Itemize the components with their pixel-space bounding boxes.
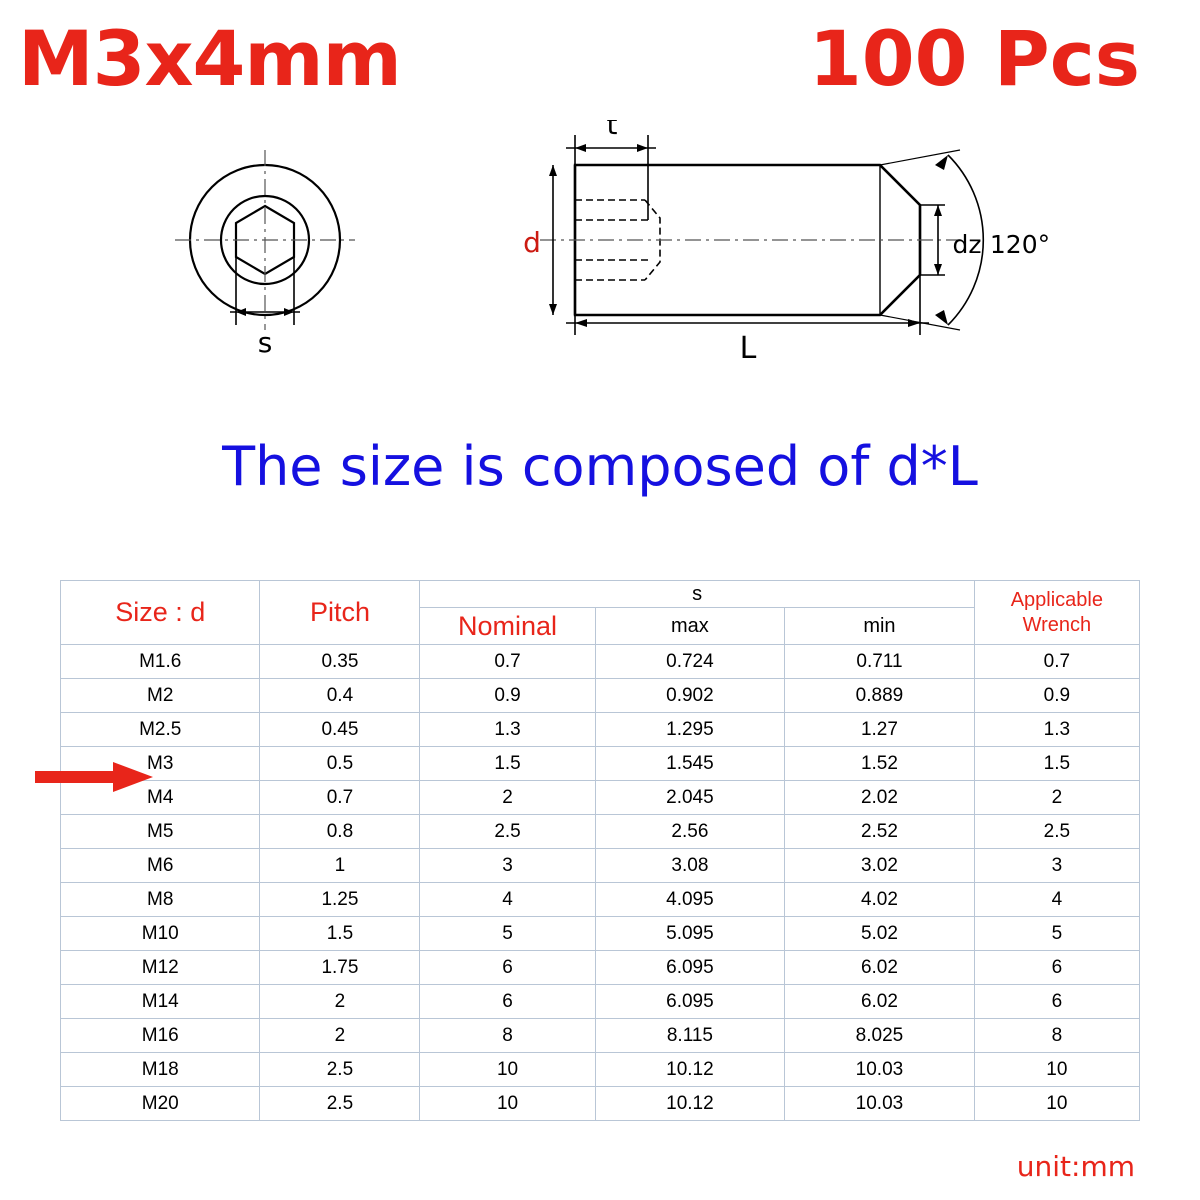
- cell-max: 2.56: [595, 815, 785, 849]
- table-row: [61, 747, 1140, 781]
- header-pitch: Pitch: [260, 581, 420, 645]
- cell-wrench: 2: [974, 781, 1139, 815]
- header: [0, 8, 1200, 118]
- quantity-title: 100 Pcs: [808, 14, 1140, 103]
- cell-max: 1.295: [595, 713, 785, 747]
- header-size: Size : d: [61, 581, 260, 645]
- cell-wrench: 5: [974, 917, 1139, 951]
- table-row: [61, 917, 1140, 951]
- cell-min: 1.27: [785, 713, 975, 747]
- spec-table-wrapper: [60, 580, 1140, 1121]
- label-angle: 120°: [989, 230, 1051, 259]
- cell-nominal: 0.7: [420, 645, 595, 679]
- cell-wrench: 10: [974, 1087, 1139, 1121]
- cell-pitch: 2: [260, 1019, 420, 1053]
- cell-min: 10.03: [785, 1053, 975, 1087]
- cell-size: M12: [61, 951, 260, 985]
- cell-nominal: 1.3: [420, 713, 595, 747]
- header-max: max: [595, 608, 785, 645]
- cell-min: 10.03: [785, 1087, 975, 1121]
- size-title: M3x4mm: [18, 14, 401, 103]
- cell-pitch: 1.5: [260, 917, 420, 951]
- table-row: [61, 951, 1140, 985]
- cell-max: 8.115: [595, 1019, 785, 1053]
- table-header-row: [61, 581, 1140, 608]
- cell-max: 5.095: [595, 917, 785, 951]
- cell-pitch: 1.75: [260, 951, 420, 985]
- cell-min: 1.52: [785, 747, 975, 781]
- cell-nominal: 0.9: [420, 679, 595, 713]
- table-row: [61, 781, 1140, 815]
- header-min: min: [785, 608, 975, 645]
- cell-size: M8: [61, 883, 260, 917]
- cell-size: M2.5: [61, 713, 260, 747]
- cell-nominal: 3: [420, 849, 595, 883]
- cell-nominal: 2.5: [420, 815, 595, 849]
- cell-pitch: 0.35: [260, 645, 420, 679]
- spec-table-body: [61, 645, 1140, 1121]
- cell-wrench: 3: [974, 849, 1139, 883]
- row-pointer-arrow: [35, 760, 155, 794]
- cell-min: 3.02: [785, 849, 975, 883]
- cell-pitch: 2.5: [260, 1053, 420, 1087]
- cell-max: 0.724: [595, 645, 785, 679]
- t-dimension: [566, 135, 656, 220]
- cell-nominal: 4: [420, 883, 595, 917]
- table-row: [61, 645, 1140, 679]
- label-t: t: [606, 120, 618, 141]
- subtitle: The size is composed of d*L: [222, 435, 978, 498]
- cell-nominal: 8: [420, 1019, 595, 1053]
- table-row: [61, 1087, 1140, 1121]
- header-nominal: Nominal: [420, 608, 595, 645]
- cell-wrench: 0.7: [974, 645, 1139, 679]
- table-row: [61, 713, 1140, 747]
- label-s: s: [257, 326, 273, 359]
- cell-size: M2: [61, 679, 260, 713]
- cell-nominal: 6: [420, 985, 595, 1019]
- spec-table: [60, 580, 1140, 1121]
- table-row: [61, 883, 1140, 917]
- cell-pitch: 0.45: [260, 713, 420, 747]
- cell-size: M16: [61, 1019, 260, 1053]
- cell-size: M4: [61, 781, 260, 815]
- cell-min: 6.02: [785, 951, 975, 985]
- cell-nominal: 10: [420, 1087, 595, 1121]
- cell-size: M14: [61, 985, 260, 1019]
- cell-min: 6.02: [785, 985, 975, 1019]
- cell-pitch: 2: [260, 985, 420, 1019]
- cell-min: 2.02: [785, 781, 975, 815]
- technical-drawing: [0, 120, 1200, 410]
- cell-wrench: 2.5: [974, 815, 1139, 849]
- header-wrench: Applicable Wrench: [974, 581, 1139, 645]
- table-row: [61, 849, 1140, 883]
- table-row: [61, 1019, 1140, 1053]
- label-dz: dz: [952, 230, 982, 259]
- unit-note: unit:mm: [1016, 1150, 1135, 1183]
- cell-wrench: 1.5: [974, 747, 1139, 781]
- cell-max: 1.545: [595, 747, 785, 781]
- cell-wrench: 8: [974, 1019, 1139, 1053]
- cell-min: 8.025: [785, 1019, 975, 1053]
- cell-min: 0.711: [785, 645, 975, 679]
- cell-nominal: 1.5: [420, 747, 595, 781]
- cell-min: 2.52: [785, 815, 975, 849]
- cell-min: 0.889: [785, 679, 975, 713]
- cell-max: 0.902: [595, 679, 785, 713]
- cell-size: M1.6: [61, 645, 260, 679]
- cell-wrench: 10: [974, 1053, 1139, 1087]
- cell-pitch: 2.5: [260, 1087, 420, 1121]
- table-row: [61, 985, 1140, 1019]
- cell-nominal: 10: [420, 1053, 595, 1087]
- L-dimension: [566, 275, 929, 335]
- cell-pitch: 1: [260, 849, 420, 883]
- table-row: [61, 815, 1140, 849]
- cell-min: 5.02: [785, 917, 975, 951]
- cell-wrench: 6: [974, 985, 1139, 1019]
- cell-wrench: 6: [974, 951, 1139, 985]
- cell-pitch: 1.25: [260, 883, 420, 917]
- cell-pitch: 0.7: [260, 781, 420, 815]
- table-row: [61, 679, 1140, 713]
- cell-wrench: 1.3: [974, 713, 1139, 747]
- label-L: L: [739, 331, 757, 366]
- cell-wrench: 0.9: [974, 679, 1139, 713]
- cell-size: M20: [61, 1087, 260, 1121]
- cell-size: M3: [61, 747, 260, 781]
- cell-nominal: 5: [420, 917, 595, 951]
- table-row: [61, 1053, 1140, 1087]
- cell-max: 3.08: [595, 849, 785, 883]
- cell-size: M6: [61, 849, 260, 883]
- cell-nominal: 6: [420, 951, 595, 985]
- cell-max: 10.12: [595, 1053, 785, 1087]
- cell-max: 4.095: [595, 883, 785, 917]
- label-d: d: [523, 226, 541, 259]
- cell-size: M10: [61, 917, 260, 951]
- cell-wrench: 4: [974, 883, 1139, 917]
- header-s-group: s: [420, 581, 974, 608]
- cell-pitch: 0.5: [260, 747, 420, 781]
- cell-nominal: 2: [420, 781, 595, 815]
- cell-max: 2.045: [595, 781, 785, 815]
- cell-pitch: 0.4: [260, 679, 420, 713]
- cell-min: 4.02: [785, 883, 975, 917]
- cell-max: 10.12: [595, 1087, 785, 1121]
- cell-max: 6.095: [595, 985, 785, 1019]
- cell-size: M18: [61, 1053, 260, 1087]
- cell-max: 6.095: [595, 951, 785, 985]
- cell-pitch: 0.8: [260, 815, 420, 849]
- center-lines: [175, 150, 355, 330]
- cell-size: M5: [61, 815, 260, 849]
